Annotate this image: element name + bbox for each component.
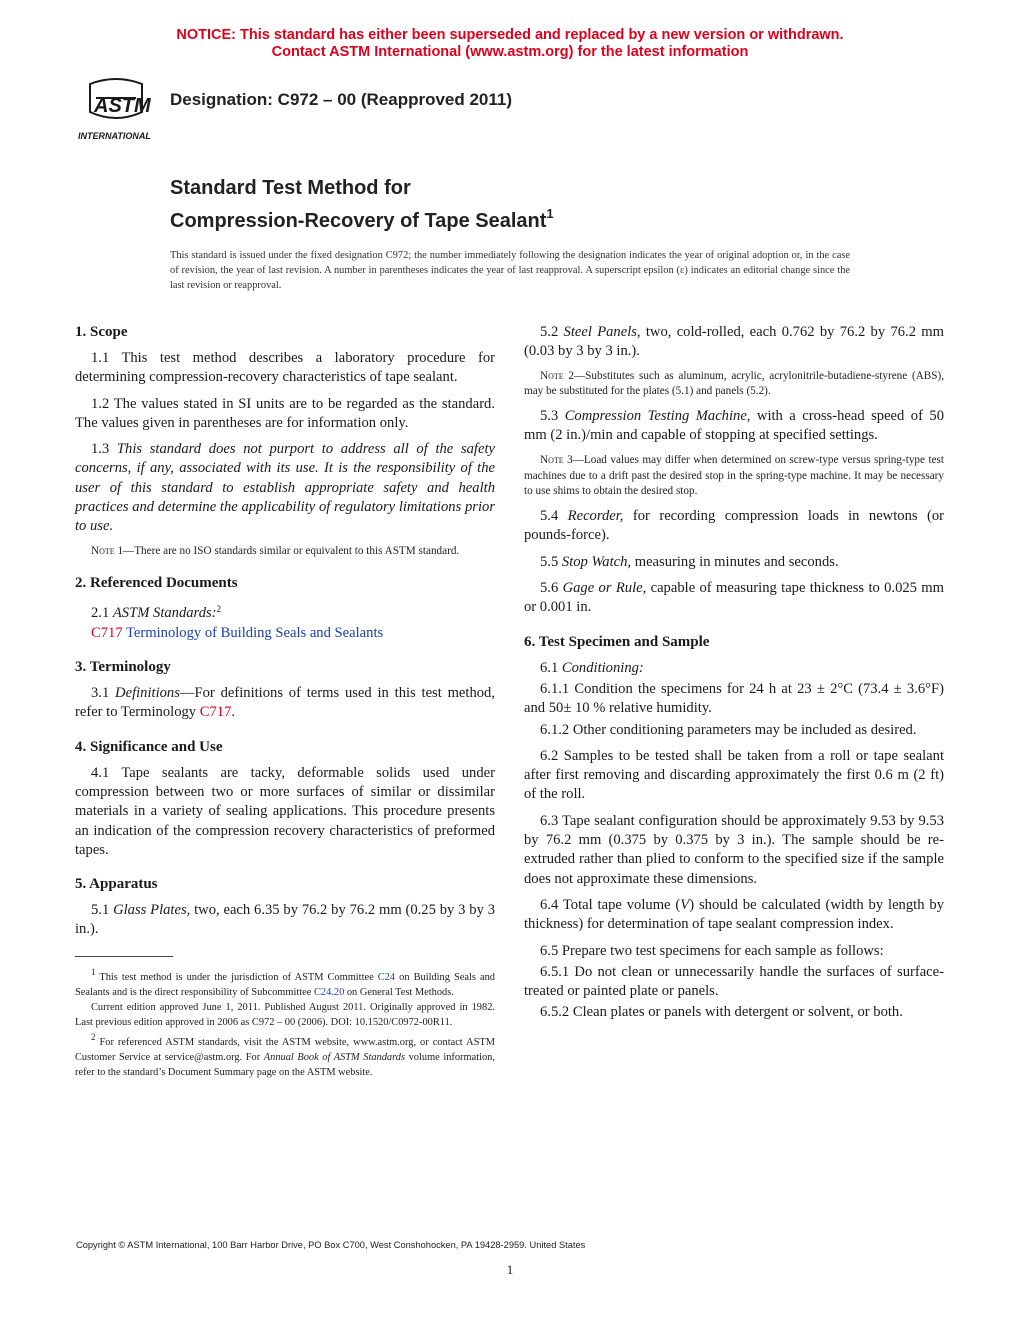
note-3-text: 3—Load values may differ when determined on screw-type versus spring-type test machines due to a drift past the desired stop in the spring-type machine. It may be necessary to use shims to obtain the desired stop.: [524, 453, 944, 498]
para-3-1-text: —For definitions of terms used in this test method, refer to Terminology: [75, 685, 496, 721]
para-5-5-term: Stop Watch,: [561, 553, 632, 570]
footnote-1-text-a: This test method is under the jurisdiction of ASTM Committee: [95, 971, 378, 983]
para-1-2: 1.2 The values stated in SI units are to be regarded as the standard. The values given in parentheses are for information only.: [75, 395, 495, 431]
para-6-1: [524, 659, 944, 678]
section-3-heading: 3. Terminology: [75, 659, 171, 676]
para-6-2: 6.2 Samples to be tested shall be taken from a roll or tape sealant after first removing and discarding approximately the first 0.6 m (2 ft) of the roll.: [524, 747, 944, 803]
para-6-5: 6.5 Prepare two test specimens for each sample as follows:: [540, 942, 884, 959]
c717-link[interactable]: C717: [91, 624, 123, 641]
logo-emblem-letters: ASTM: [94, 95, 151, 117]
para-3-1-number: 3.1: [91, 685, 116, 702]
para-2-1-number: 2.1: [91, 605, 113, 622]
note-1-text: 1—There are no ISO standards similar or equivalent to this ASTM standard.: [114, 544, 460, 557]
title-footnote-ref: 1: [546, 206, 554, 221]
para-6-3: 6.3 Tape sealant configuration should be approximately 9.53 by 9.53 by 76.2 mm (0.375 by 0.375 by 3 in.). The sample should be re-extruded rather than plied to conform to the specified size if the sample does not approximate these dimensions.: [524, 812, 944, 887]
para-5-4: [524, 507, 944, 546]
title-line-1: Standard Test Method for: [170, 177, 411, 199]
para-5-2-number: 5.2: [540, 324, 564, 340]
right-column: [524, 323, 944, 1030]
para-6-1-number: 6.1: [540, 659, 562, 676]
para-6-1-2: 6.1.2 Other conditioning parameters may be included as desired.: [540, 721, 917, 738]
footnote-1-edition: Current edition approved June 1, 2011. Published August 2011. Originally approved in 1982. Last previous edition approved in 2006 as C972 – 00 (2006). DOI: 10.1520/C0972-00R11.: [75, 1001, 495, 1028]
section-1-heading: 1. Scope: [75, 324, 128, 340]
para-5-3-text: with a cross-head speed of 50 mm (2 in.)/min and capable of stopping at specified settings.: [524, 408, 944, 444]
c717-title-link[interactable]: Terminology of Building Seals and Sealants: [122, 624, 384, 641]
para-4-1: 4.1 Tape sealants are tacky, deformable solids used under compression between two or more surfaces of similar or dissimilar materials in a variety of sealing applications. This procedure presents an indication of the compression recovery characteristics of preformed tapes.: [75, 764, 495, 858]
para-5-2-text: two, cold-rolled, each 0.762 by 76.2 by 76.2 mm (0.03 by 3 by 3 in.).: [524, 324, 944, 360]
logo-wordmark: INTERNATIONAL: [78, 131, 151, 141]
section-5-heading: 5. Apparatus: [75, 876, 158, 893]
standard-intro: This standard is issued under the fixed designation C972; the number immediately following the designation indicates the year of original adoption or, in the case of revision, the year of last revision. A number in parentheses indicates the year of last reapproval. A superscript epsilon (ε) indicates an editorial change since the last revision or reapproval.: [170, 250, 850, 291]
para-5-3: [524, 407, 944, 446]
para-3-1-end: .: [231, 704, 236, 721]
note-2-text: 2—Substitutes such as aluminum, acrylic, acrylonitrile-butadiene-styrene (ABS), may be substituted for the plates (5.1) and panels (5.2).: [524, 369, 944, 398]
para-5-2: [524, 323, 944, 362]
para-1-3-text: This standard does not purport to address all of the safety concerns, if any, associated with its use. It is the responsibility of the user of this standard to establish appropriate safety and health practices and determine the applicability of regulatory limitations prior to use.: [75, 441, 495, 535]
note-1-label: Note: [91, 544, 115, 557]
para-5-4-text: for recording compression loads in newtons (or pounds-force).: [524, 508, 944, 544]
astm-logo: [76, 76, 160, 144]
para-5-3-term: Compression Testing Machine,: [564, 408, 751, 425]
para-6-1-term: Conditioning:: [561, 659, 644, 676]
para-6-4-text-b: ) should be calculated (width by length by thickness) for determination of tape sealant compression index.: [524, 896, 944, 933]
para-6-5-2: 6.5.2 Clean plates or panels with detergent or solvent, or both.: [540, 1004, 903, 1021]
para-5-6: [524, 579, 944, 618]
para-6-5-1: 6.5.1 Do not clean or unnecessarily handle the surfaces of surface-treated or painted plate or panels.: [524, 963, 944, 1000]
note-2: [524, 369, 944, 401]
para-5-2-term: Steel Panels,: [563, 324, 641, 340]
para-6-4-text-a: 6.4 Total tape volume (: [540, 896, 681, 913]
para-2-1-term: ASTM Standards:: [112, 605, 217, 622]
para-5-5-number: 5.5: [540, 553, 562, 570]
astm-emblem-icon: [76, 76, 160, 144]
c24-20-link[interactable]: C24.20: [313, 986, 345, 998]
c24-link[interactable]: C24: [377, 971, 396, 983]
para-5-6-number: 5.6: [540, 580, 563, 597]
ref-c717: [75, 624, 495, 643]
document-title: [170, 175, 554, 234]
footnote-2-text-a: For referenced ASTM standards, visit the ASTM website, www.astm.org, or contact ASTM Customer Service at service@astm.org. For: [75, 1036, 495, 1063]
section-2-heading: 2. Referenced Documents: [75, 575, 238, 592]
footnote-2-ref: 2: [216, 604, 222, 615]
section-6-heading: 6. Test Specimen and Sample: [524, 633, 710, 650]
title-line-2: Compression-Recovery of Tape Sealant: [170, 210, 547, 232]
para-1-3: [75, 440, 495, 536]
footnote-2-text-b: volume information, refer to the standard’s Document Summary page on the ASTM website.: [75, 1051, 495, 1078]
para-5-6-term: Gage or Rule,: [562, 580, 647, 597]
withdrawal-notice: [0, 27, 1020, 61]
para-6-4: [524, 896, 944, 935]
footnote-2-marker: 2: [91, 1031, 96, 1042]
para-5-1-term: Glass Plates,: [113, 902, 191, 919]
para-5-1-number: 5.1: [91, 902, 114, 919]
page-number: 1: [506, 1262, 514, 1277]
footnote-1-marker: 1: [91, 966, 96, 977]
footnote-divider: [75, 956, 173, 957]
para-5-1: [75, 901, 495, 940]
para-5-4-term: Recorder,: [567, 508, 624, 525]
copyright-line: Copyright © ASTM International, 100 Barr Harbor Drive, PO Box C700, West Conshohocken, PA 19428-2959. United States: [76, 1240, 586, 1250]
para-5-5-text: measuring in minutes and seconds.: [631, 553, 839, 570]
footnote-1: [75, 965, 495, 1000]
footnote-2-italic: Annual Book of ASTM Standards: [263, 1051, 406, 1063]
footnote-1-text-c: on General Test Methods.: [344, 986, 454, 998]
note-2-label: Note: [540, 369, 564, 382]
notice-line-2: Contact ASTM International (www.astm.org) for the latest information: [271, 44, 749, 60]
footnote-1-text-b: on Building Seals and Sealants and is the direct responsibility of Subcommittee: [75, 971, 496, 998]
left-column: [75, 323, 495, 1080]
para-2-1: [75, 600, 495, 623]
para-5-3-number: 5.3: [540, 408, 565, 425]
note-3-label: Note: [540, 453, 564, 466]
para-1-1: 1.1 This test method describes a laboratory procedure for determining compression-recovery characteristics of tape sealant.: [75, 350, 495, 386]
notice-line-1: NOTICE: This standard has either been superseded and replaced by a new version or withdrawn.: [176, 27, 844, 43]
note-3: [524, 453, 944, 500]
note-1: [75, 544, 495, 560]
para-6-4-variable: V: [680, 896, 690, 913]
footnote-2: [75, 1030, 495, 1080]
para-3-1-term: Definitions: [115, 685, 180, 702]
designation: Designation: C972 – 00 (Reapproved 2011): [170, 90, 513, 109]
para-3-1: [75, 684, 495, 723]
para-5-5: [524, 553, 944, 572]
c717-inline-link[interactable]: C717: [199, 704, 232, 721]
para-6-1-1: 6.1.1 Condition the specimens for 24 h at 23 ± 2°C (73.4 ± 3.6°F) and 50± 10 % relative humidity.: [524, 680, 944, 717]
para-1-3-number: 1.3: [91, 441, 117, 458]
section-4-heading: 4. Significance and Use: [75, 738, 223, 755]
para-5-6-text: capable of measuring tape thickness to 0.025 mm or 0.001 in.: [524, 580, 945, 616]
para-5-4-number: 5.4: [540, 508, 568, 525]
para-5-1-text: two, each 6.35 by 76.2 by 76.2 mm (0.25 by 3 by 3 in.).: [75, 902, 495, 938]
